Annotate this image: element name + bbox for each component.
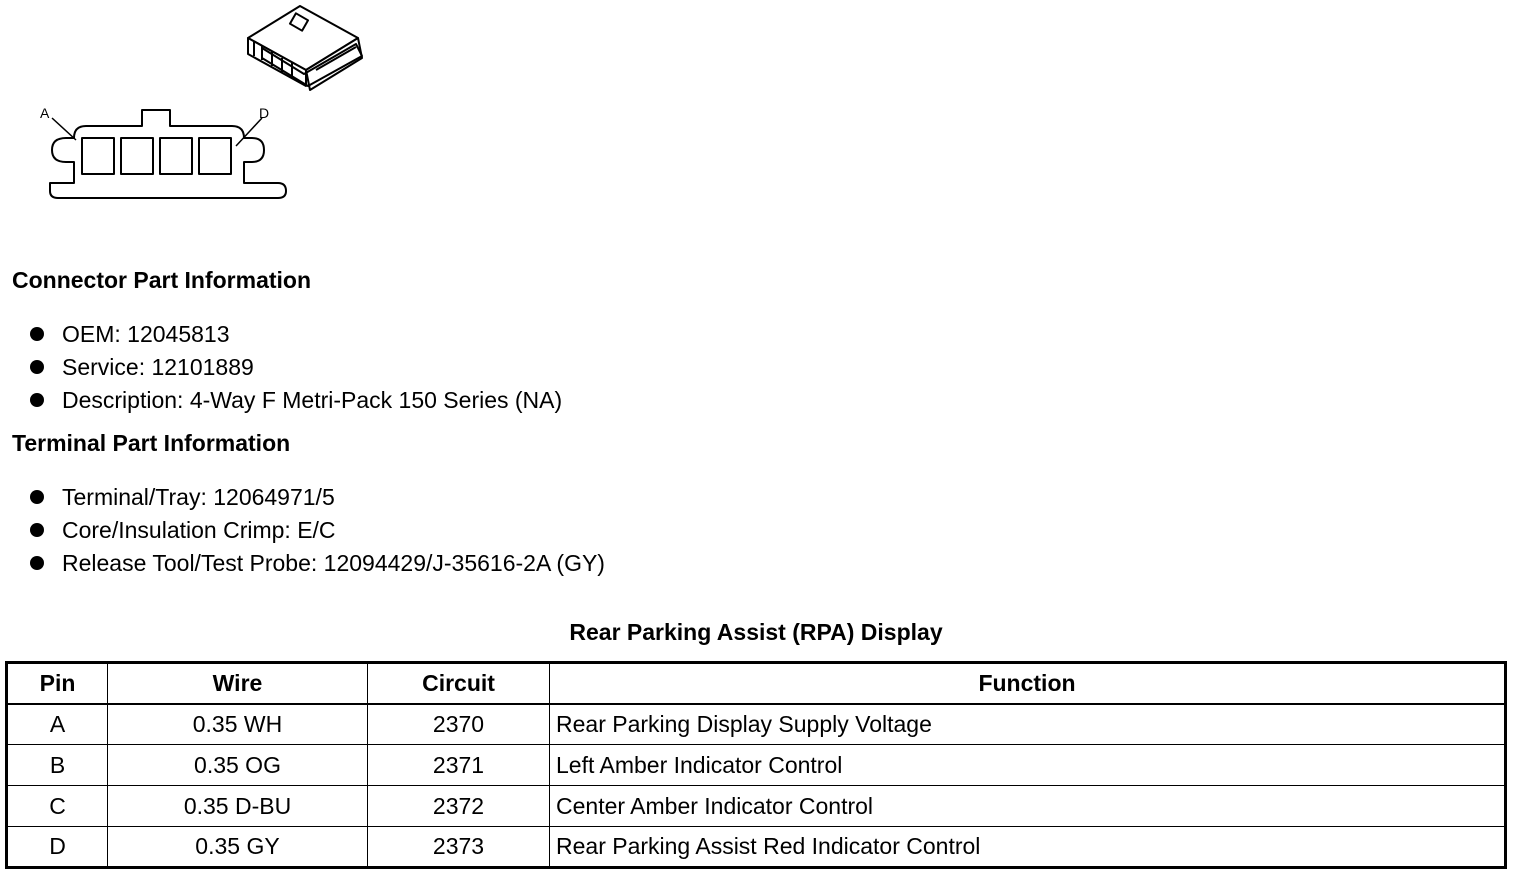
pin-label-d: D	[259, 105, 270, 121]
terminal-info-heading: Terminal Part Information	[12, 430, 291, 456]
list-item	[30, 351, 562, 384]
list-item	[30, 547, 605, 580]
bullet-icon	[30, 360, 44, 374]
list-item	[30, 514, 605, 547]
list-item	[30, 481, 605, 514]
wire-cell: 0.35 OG	[108, 745, 368, 786]
table-row	[7, 827, 1506, 868]
table-row	[7, 745, 1506, 786]
pin-cell: B	[7, 745, 108, 786]
pin-cell: C	[7, 786, 108, 827]
list-item	[30, 384, 562, 417]
cavity-d	[199, 138, 231, 174]
cavity-a	[82, 138, 114, 174]
circuit-cell: 2373	[368, 827, 550, 868]
table-row	[7, 704, 1506, 745]
connector-info-list	[30, 318, 562, 417]
connector-info-heading: Connector Part Information	[12, 267, 312, 293]
cavity-b	[121, 138, 153, 174]
bullet-icon	[30, 393, 44, 407]
connector-isometric-illustration	[248, 6, 362, 90]
table-title: Rear Parking Assist (RPA) Display	[569, 619, 943, 645]
pinout-table	[5, 661, 1507, 869]
pin-cell: D	[7, 827, 108, 868]
bullet-icon	[30, 327, 44, 341]
circuit-cell: 2370	[368, 704, 550, 745]
cavity-c	[160, 138, 192, 174]
column-header-pin: Pin	[7, 663, 108, 704]
list-item-text: OEM: 12045813	[62, 321, 230, 347]
table-header-row	[7, 663, 1506, 704]
circuit-cell: 2372	[368, 786, 550, 827]
wire-cell: 0.35 D-BU	[108, 786, 368, 827]
list-item-text: Core/Insulation Crimp: E/C	[62, 517, 336, 543]
list-item-text: Terminal/Tray: 12064971/5	[62, 484, 335, 510]
circuit-cell: 2371	[368, 745, 550, 786]
terminal-info-list	[30, 481, 605, 580]
bullet-icon	[30, 556, 44, 570]
wire-cell: 0.35 GY	[108, 827, 368, 868]
connector-diagram	[0, 0, 420, 220]
column-header-wire: Wire	[108, 663, 368, 704]
pin-label-a: A	[40, 105, 50, 121]
column-header-function: Function	[550, 663, 1506, 704]
function-cell: Rear Parking Display Supply Voltage	[550, 704, 1506, 745]
function-cell: Left Amber Indicator Control	[550, 745, 1506, 786]
bullet-icon	[30, 523, 44, 537]
leader-line-a	[52, 118, 76, 140]
connector-front-view	[50, 110, 286, 198]
wire-cell: 0.35 WH	[108, 704, 368, 745]
function-cell: Center Amber Indicator Control	[550, 786, 1506, 827]
list-item-text: Service: 12101889	[62, 354, 254, 380]
column-header-circuit: Circuit	[368, 663, 550, 704]
function-cell: Rear Parking Assist Red Indicator Control	[550, 827, 1506, 868]
pin-cell: A	[7, 704, 108, 745]
list-item-text: Release Tool/Test Probe: 12094429/J-35616-2A (GY)	[62, 550, 605, 576]
list-item-text: Description: 4-Way F Metri-Pack 150 Series (NA)	[62, 387, 563, 413]
table-row	[7, 786, 1506, 827]
list-item	[30, 318, 562, 351]
bullet-icon	[30, 490, 44, 504]
leader-line-d	[236, 118, 262, 146]
